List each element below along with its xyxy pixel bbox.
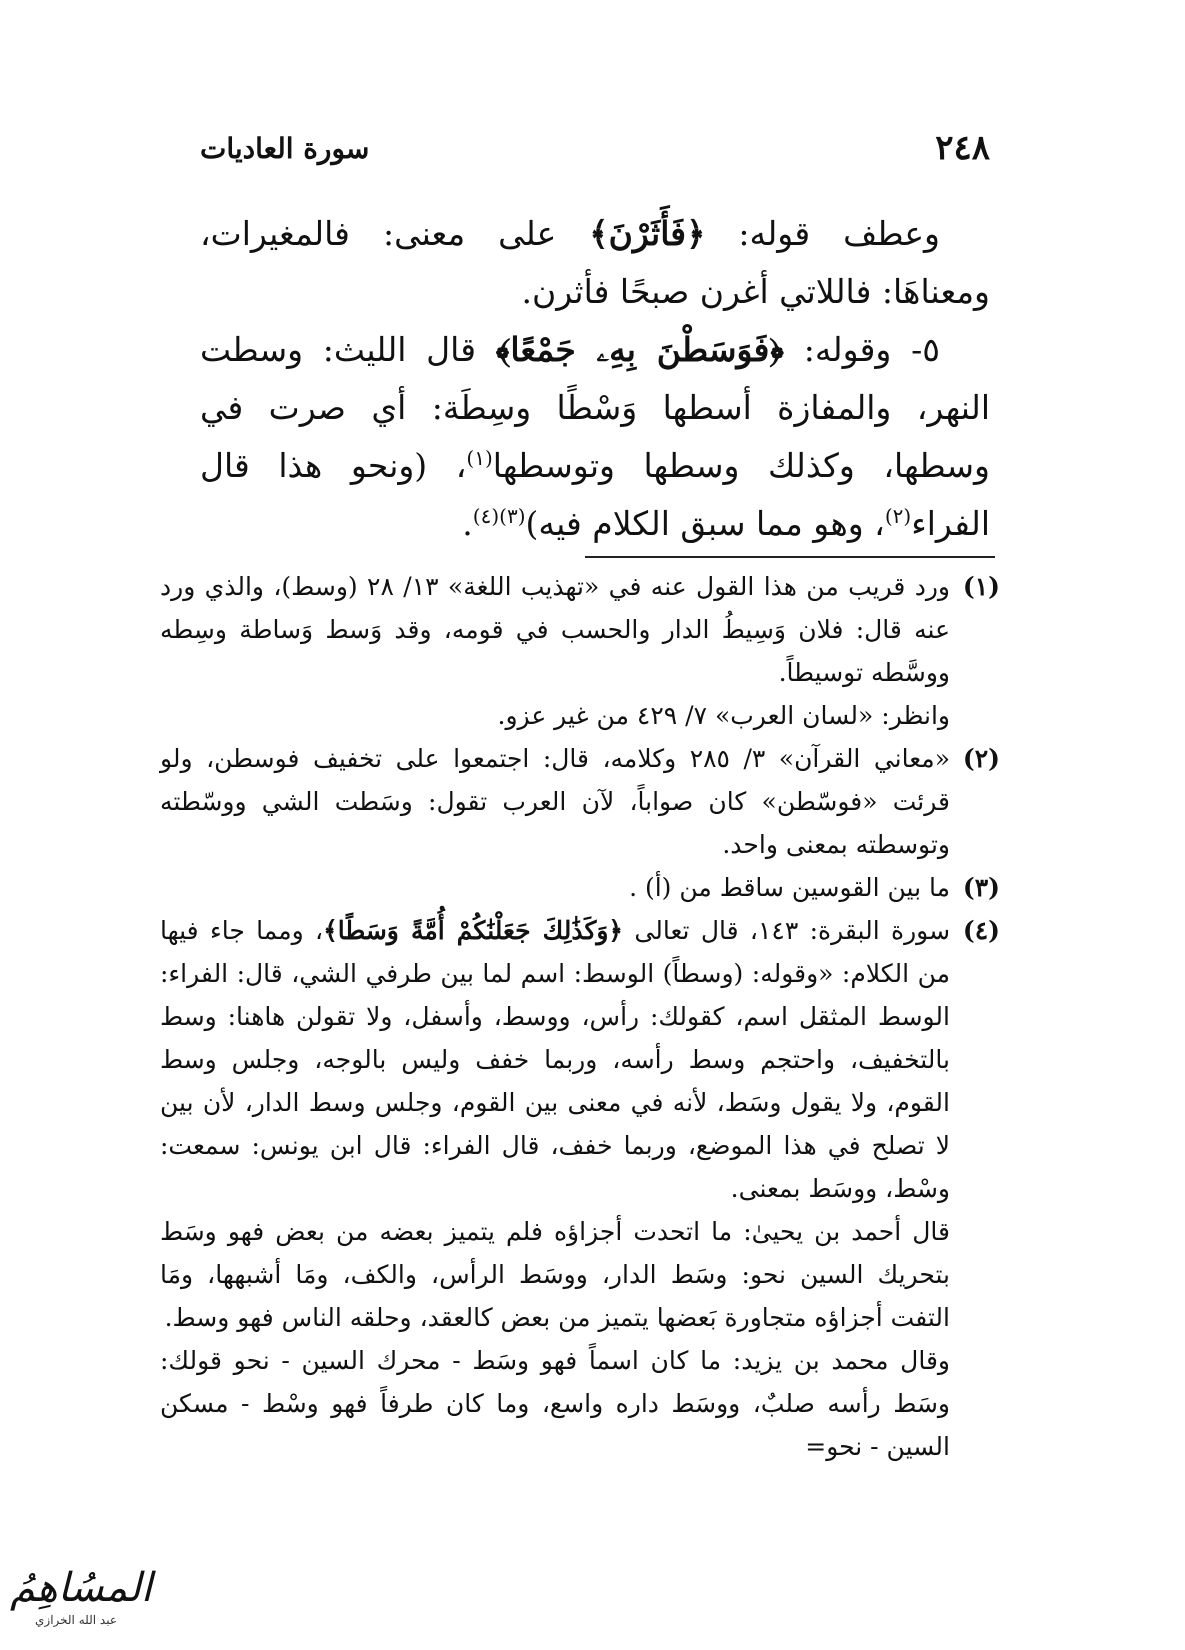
paragraph-2 xyxy=(200,321,990,553)
text-segment: . xyxy=(462,504,473,543)
text-segment: ، (ونحو هذا قال الفراء xyxy=(200,446,990,543)
footnote-paragraph: قال أحمد بن يحيىٰ: ما اتحدت أجزاؤه فلم يتميز بعضه من بعض فهو وسَط بتحريك السين نحو: وسَط الدار، ووسَط الرأس، والكف، ومَا أشبهها، ومَا التفت أجزاؤه متجاورة بَعضها يتميز من بعض كالعقد، وحلقه الناس فهو وسط. xyxy=(160,1217,950,1332)
publisher-logo xyxy=(5,1565,155,1637)
footnote-text: ما بين القوسين ساقط من (أ) . xyxy=(629,873,950,902)
footnote-number: (٤) xyxy=(962,916,1000,945)
quran-verse: ﴿فَأَثَرْنَ﴾ xyxy=(589,214,706,253)
footnote-1 xyxy=(160,565,1000,737)
text-segment: ، ومما جاء فيها من الكلام: «وقوله: (وسطاً) الوسط: اسم لما بين طرفي الشي، قال: الفراء: الوسط المثقل اسم، كقولك: رأس، ووسط، وأسفل، ولا تقولن هاهنا: وسط بالتخفيف، واحتجم وسط رأسه، وربما خفف وليس بالوجه، وجلس وسط القوم، ولا يقول وسَط، لأنه في معنى بين القوم، وجلس وسط الدار، لأن بين لا تصلح في هذا الموضع، وربما خفف، قال الفراء: قال ابن يونس: سمعت: وسْط، ووسَط بمعنى. xyxy=(160,916,950,1203)
page-header xyxy=(200,118,990,178)
logo-sub-text: عبد الله الخرازي xyxy=(35,1613,117,1627)
footnote-paragraph: ورد قريب من هذا القول عنه في «تهذيب اللغة» ١٣/ ٢٨ (وسط)، والذي ورد عنه قال: فلان وَسِيطُ الدار والحسب في قومه، وقد وَسط وَساطة وسِطه ووسَّطه توسيطاً. xyxy=(160,572,950,687)
text-segment: وعطف قوله: xyxy=(705,214,940,253)
paragraph-1 xyxy=(200,205,990,321)
footnotes xyxy=(160,565,1000,1468)
text-segment: ، وهو مما سبق الكلام فيه) xyxy=(525,504,885,543)
footnote-paragraph: وانظر: «لسان العرب» ٧/ ٤٢٩ من غير عزو. xyxy=(497,701,950,730)
footnote-4 xyxy=(160,909,1000,1210)
main-text xyxy=(200,205,990,553)
footnote-number: (١) xyxy=(962,572,1000,601)
quran-verse: ﴿وَكَذَٰلِكَ جَعَلْنَٰكُمْ أُمَّةً وَسَطًا﴾ xyxy=(323,916,624,945)
surah-title: سورة العاديات xyxy=(200,131,370,165)
footnote-ref[interactable]: (٣)(٤) xyxy=(472,504,526,528)
page-number: ٢٤٨ xyxy=(935,128,990,168)
footnote-text xyxy=(160,565,950,737)
text-segment: على معنى: فالمغيرات، ومعناهَا: فاللاتي أغرن صبحًا فأثرن. xyxy=(200,214,990,311)
footnote-4-continuation xyxy=(160,1210,1000,1468)
quran-verse: ﴿فَوَسَطْنَ بِهِۦ جَمْعًا﴾ xyxy=(495,330,784,369)
footnote-ref[interactable]: (٢) xyxy=(884,504,912,528)
footnote-divider xyxy=(585,556,995,558)
footnote-ref[interactable]: (١) xyxy=(466,446,493,470)
footnote-number: (٣) xyxy=(962,873,1000,902)
footnote-text xyxy=(160,909,950,1210)
footnote-3 xyxy=(160,866,1000,909)
footnote-number: (٢) xyxy=(962,744,1000,773)
text-segment: قال الليث: وسطت النهر، والمفازة أسطها وَسْطًا وسِطَة: أي صرت في وسطها، وكذلك وسطها وتوسطها xyxy=(200,330,990,485)
footnote-paragraph: وقال محمد بن يزيد: ما كان اسماً فهو وسَط - محرك السين - نحو قولك: وسَط رأسه صلبٌ، ووسَط داره واسع، وما كان طرفاً فهو وسْط - مسكن السين - نحو= xyxy=(160,1346,950,1461)
text-segment: سورة البقرة: ١٤٣، قال تعالى xyxy=(623,916,951,945)
logo-main-text: المسُاهِمُ xyxy=(10,1565,153,1611)
footnote-text: «معاني القرآن» ٣/ ٢٨٥ وكلامه، قال: اجتمعوا على تخفيف فوسطن، ولو قرئت «فوسّطن» كان صواباً، لآن العرب تقول: وسَطت الشي ووسّطته وتوسطته بمعنى واحد. xyxy=(160,744,950,859)
footnote-2 xyxy=(160,737,1000,866)
text-segment: ٥- وقوله: xyxy=(784,330,940,369)
